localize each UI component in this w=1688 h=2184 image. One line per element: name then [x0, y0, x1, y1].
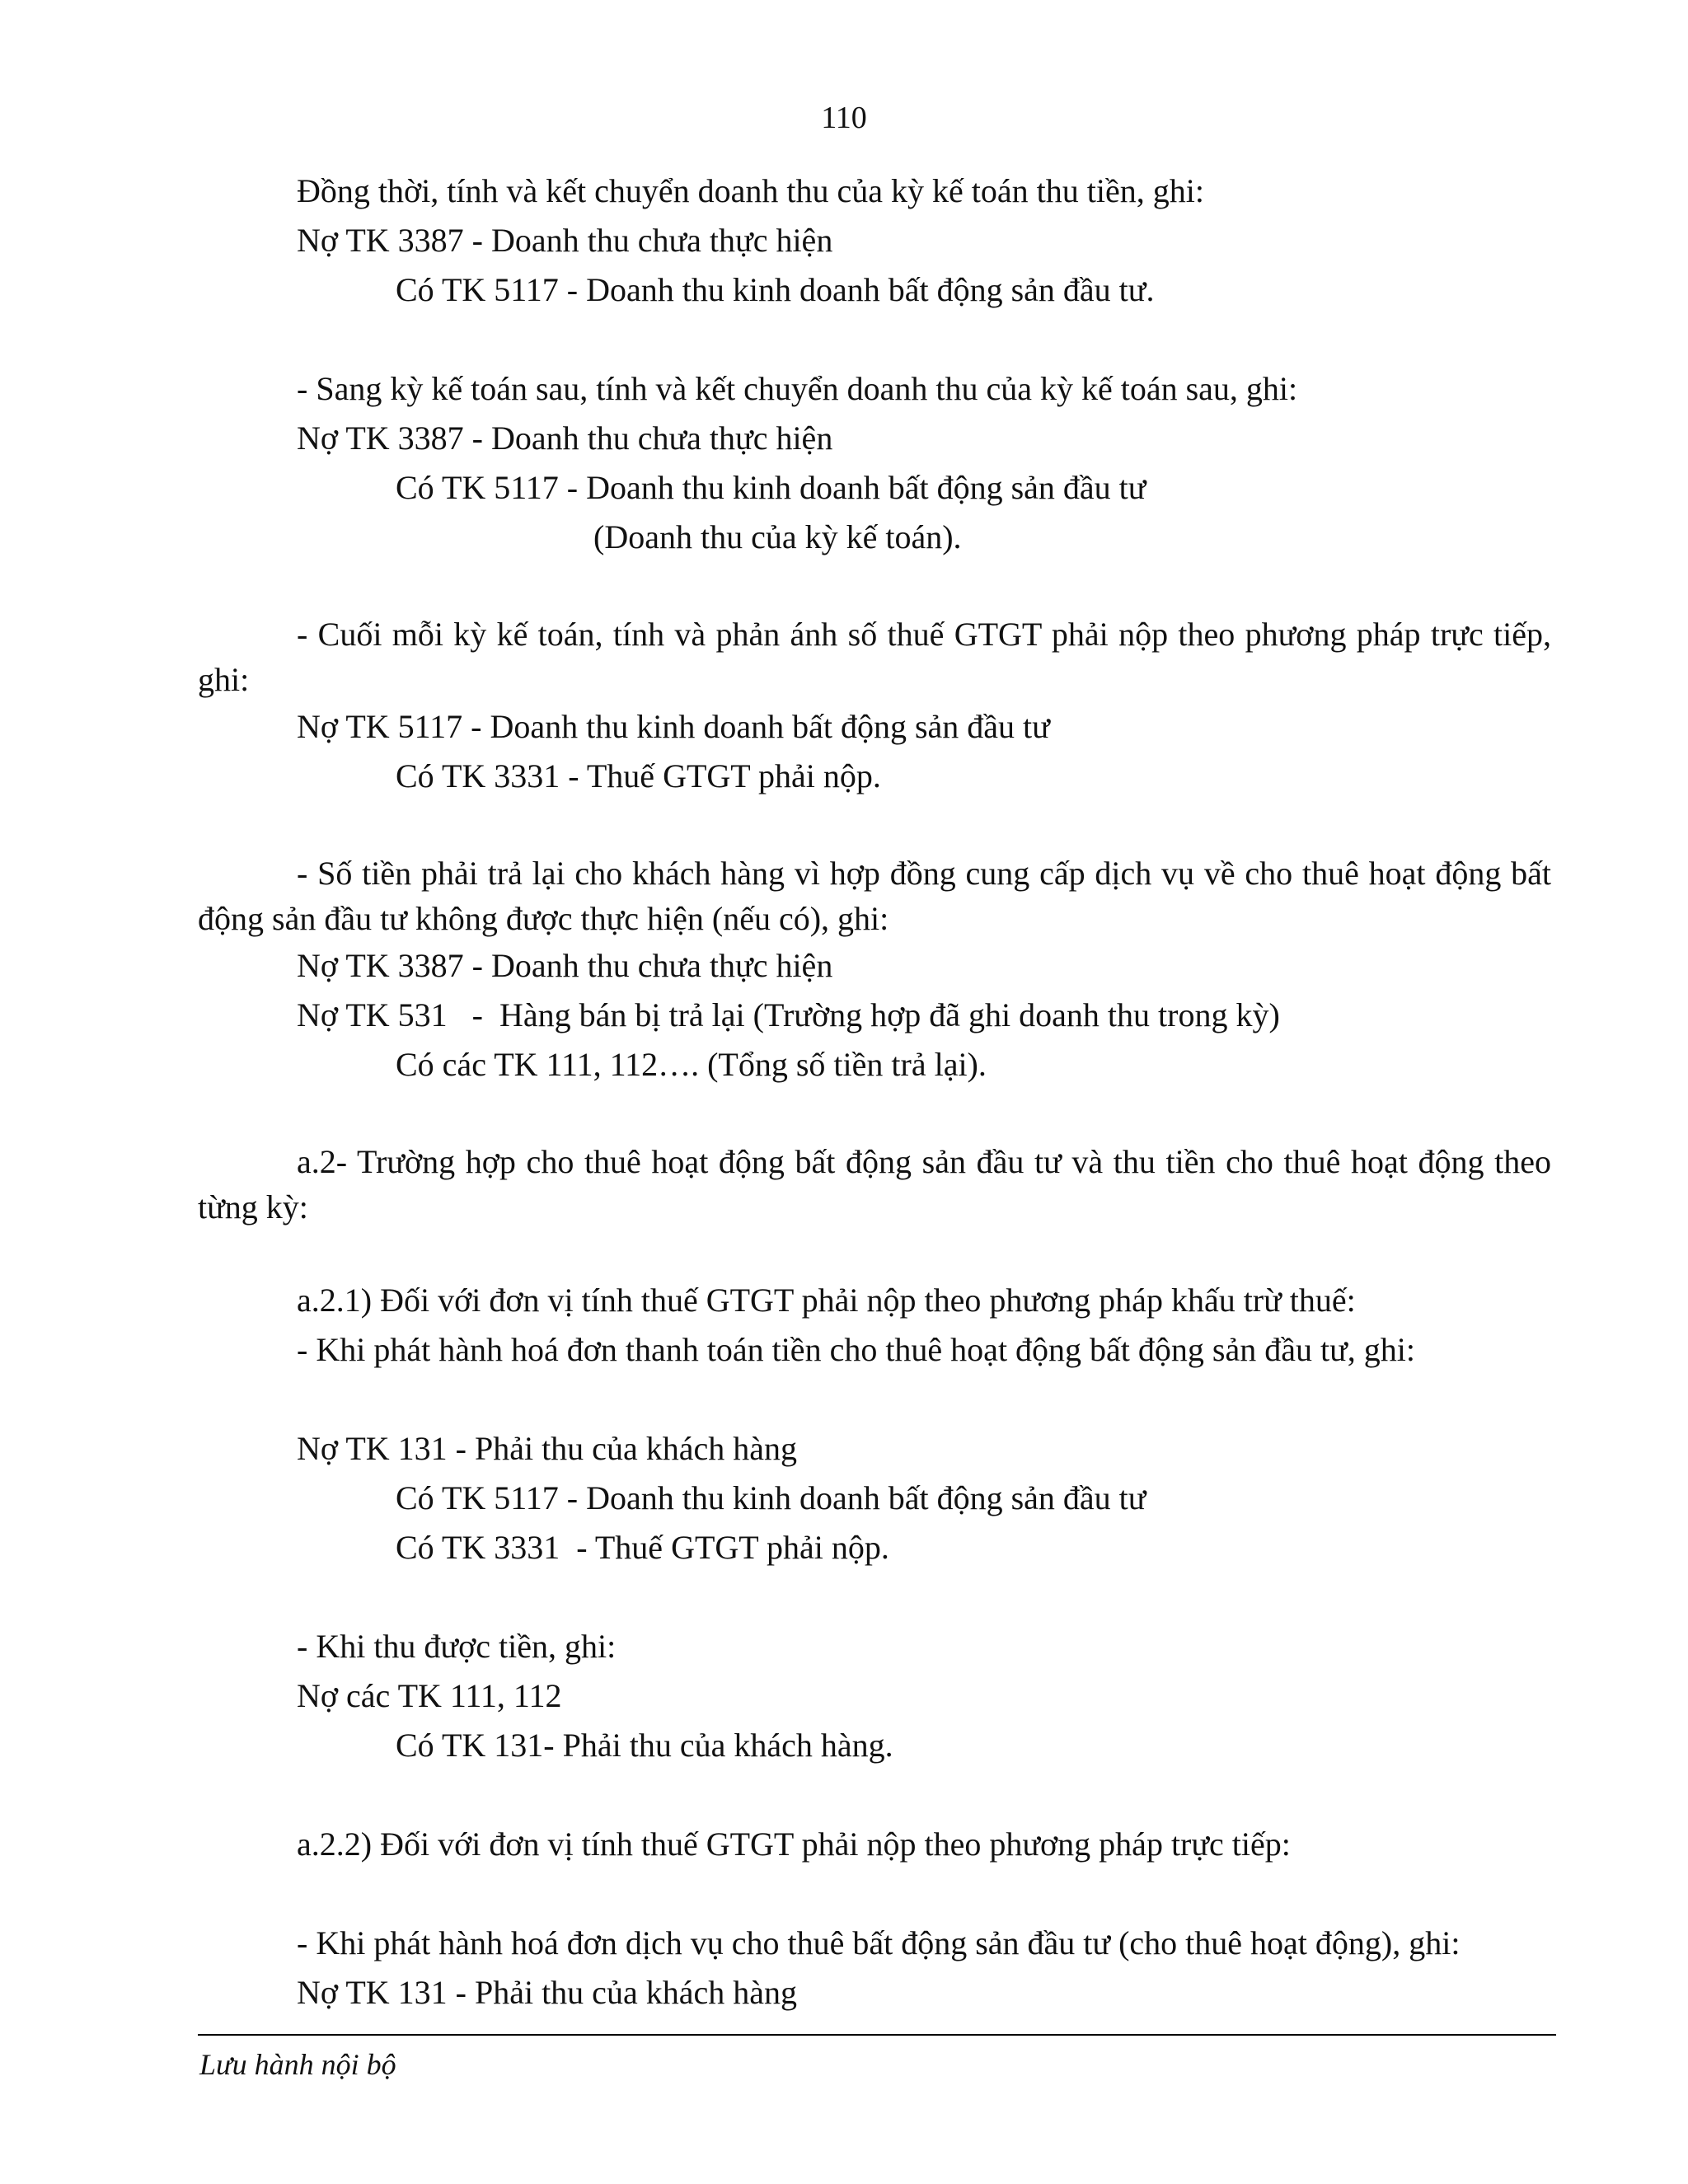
paragraph: - Số tiền phải trả lại cho khách hàng vì hợp đồng cung cấp dịch vụ về cho thuê hoạt động bất động sản đầu tư không được thực hiện (nếu có), ghi:	[198, 855, 1551, 937]
text-line: - Khi phát hành hoá đơn thanh toán tiền cho thuê hoạt động bất động sản đầu tư, ghi:	[297, 1331, 1416, 1368]
credit-entry: Có TK 3331 - Thuế GTGT phải nộp.	[396, 757, 881, 794]
section-heading: a.2- Trường hợp cho thuê hoạt động bất động sản đầu tư và thu tiền cho thuê hoạt động theo từng kỳ:	[198, 1143, 1551, 1226]
document-body	[198, 166, 1551, 2018]
credit-entry: Có TK 3331 - Thuế GTGT phải nộp.	[396, 1529, 889, 1566]
text-line: - Sang kỳ kế toán sau, tính và kết chuyển doanh thu của kỳ kế toán sau, ghi:	[297, 370, 1298, 407]
credit-entry: Có TK 5117 - Doanh thu kinh doanh bất động sản đầu tư.	[396, 271, 1155, 308]
debit-entry: Nợ TK 5117 - Doanh thu kinh doanh bất động sản đầu tư	[297, 708, 1050, 745]
debit-entry: Nợ TK 3387 - Doanh thu chưa thực hiện	[297, 419, 833, 457]
footer-divider	[198, 2034, 1556, 2036]
credit-entry: Có các TK 111, 112…. (Tổng số tiền trả lại).	[396, 1046, 987, 1083]
text-line: - Khi phát hành hoá đơn dịch vụ cho thuê bất động sản đầu tư (cho thuê hoạt động), ghi:	[297, 1924, 1461, 1961]
debit-entry: Nợ TK 131 - Phải thu của khách hàng	[297, 1974, 797, 2011]
credit-entry: Có TK 5117 - Doanh thu kinh doanh bất động sản đầu tư	[396, 469, 1146, 506]
debit-entry: Nợ TK 531 - Hàng bán bị trả lại (Trường hợp đã ghi doanh thu trong kỳ)	[297, 996, 1280, 1033]
paragraph: - Cuối mỗi kỳ kế toán, tính và phản ánh số thuế GTGT phải nộp theo phương pháp trực tiếp, ghi:	[198, 616, 1551, 698]
page-number: 110	[821, 101, 867, 135]
text-line: - Khi thu được tiền, ghi:	[297, 1628, 617, 1665]
footer-note: Lưu hành nội bộ	[199, 2048, 396, 2081]
debit-entry: Nợ TK 131 - Phải thu của khách hàng	[297, 1430, 797, 1467]
subsection-heading: a.2.2) Đối với đơn vị tính thuế GTGT phải nộp theo phương pháp trực tiếp:	[297, 1825, 1291, 1863]
credit-entry: Có TK 5117 - Doanh thu kinh doanh bất động sản đầu tư	[396, 1479, 1146, 1516]
subsection-heading: a.2.1) Đối với đơn vị tính thuế GTGT phải nộp theo phương pháp khấu trừ thuế:	[297, 1282, 1356, 1319]
debit-entry: Nợ các TK 111, 112	[297, 1677, 562, 1714]
debit-entry: Nợ TK 3387 - Doanh thu chưa thực hiện	[297, 222, 833, 259]
debit-entry: Nợ TK 3387 - Doanh thu chưa thực hiện	[297, 947, 833, 984]
text-line: Đồng thời, tính và kết chuyển doanh thu của kỳ kế toán thu tiền, ghi:	[297, 172, 1204, 209]
credit-entry: Có TK 131- Phải thu của khách hàng.	[396, 1727, 893, 1764]
credit-note: (Doanh thu của kỳ kế toán).	[593, 518, 962, 555]
